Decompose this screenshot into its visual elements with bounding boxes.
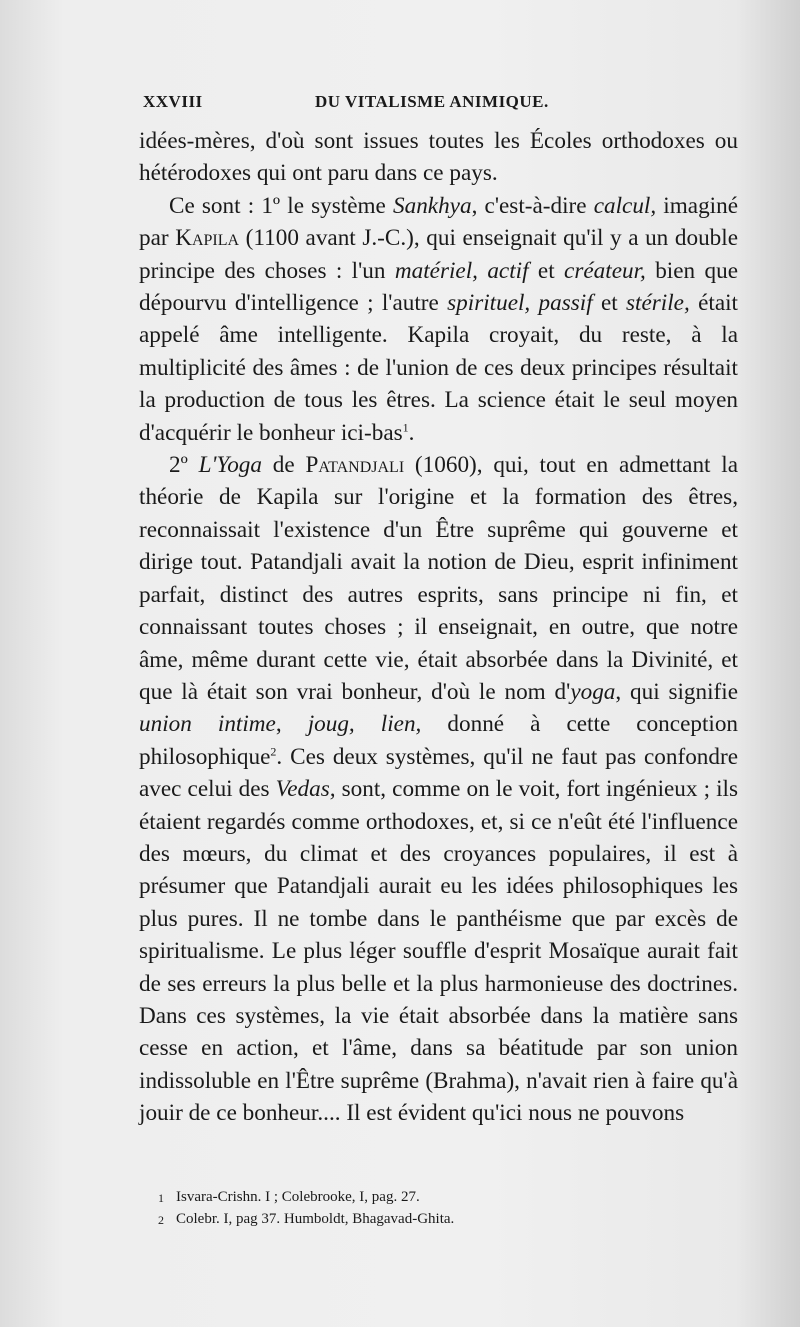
paragraph-2: Ce sont : 1º le système Sankhya, c'est-à-dire calcul, imaginé par Kapila (1100 avant J.-C.), qui enseignait qu'il y a un double principe des choses : l'un matériel, actif et créateur, bien que dépourvu d'intelligence ; l'autre spirituel, passif et stérile, était appelé âme intelligente. Kapila croyait, du reste, à la multiplicité des âmes : de l'union de ces deux principes résultait la production de tous les êtres. La science était le seul moyen d'acquérir le bonheur ici-bas$^1$. xyxy=(139,192,739,446)
page-number: XXVIII xyxy=(143,92,203,111)
name-patandjali: Patandjali xyxy=(305,452,405,479)
footnote-ref-2: 2 xyxy=(270,743,277,758)
term-lyoga: L'Yoga xyxy=(198,452,262,479)
running-title: DU VITALISME ANIMIQUE. xyxy=(315,92,549,111)
name-kapila: Kapila xyxy=(175,225,240,252)
term-sankhya: Sankhya xyxy=(393,192,472,219)
footnote-2: 2 Colebr. I, pag 37. Humboldt, Bhagavad-Ghita. xyxy=(158,1211,455,1227)
footnote-1: 1 Isvara-Crishn. I ; Colebrooke, I, pag. 27. xyxy=(158,1189,420,1205)
paragraph-3: 2º L'Yoga de Patandjali (1060), qui, tout en admettant la théorie de Kapila sur l'origine et la formation des êtres, reconnaissait l'existence d'un Être suprême qui gouverne et dirige tout. Patandjali avait la notion de Dieu, esprit infiniment parfait, distinct des autres esprits, sans principe ni fin, et connaissant toutes choses ; il enseignait, en outre, que notre âme, même durant cette vie, était absorbée dans la Divinité, et que là était son vrai bonheur, d'où le nom d'yoga, qui signifie union intime, joug, lien, donné à cette conception philosophique$^2$. Ces deux systèmes, qu'il ne faut pas confondre avec celui des Vedas, sont, comme on le voit, fort ingénieux ; ils étaient regardés comme orthodoxes, et, si ce n'eût été l'influence des mœurs, du climat et des croyances populaires, il est à présumer que Patandjali aurait eu les idées philosophiques les plus pures. Il ne tombe dans le panthéisme que par excès de spiritualisme. Le plus léger souffle d'esprit Mosaïque aurait fait de ses erreurs la plus belle et la plus harmonieuse des doctrines. Dans ces systèmes, la vie était absorbée dans la matière sans cesse en action, et l'âme, dans sa béatitude par son union indissoluble en l'Être suprême (Brahma), n'avait rien à faire qu'à jouir de ce bonheur.... Il est évident qu'ici nous ne pouvons xyxy=(139,452,739,1127)
main-text xyxy=(139,125,738,1130)
footnote-ref-1: 1 xyxy=(402,419,409,434)
term-calcul: calcul, xyxy=(593,192,657,219)
footnotes xyxy=(158,1186,738,1230)
paragraph-1: idées-mères, d'où sont issues toutes les Écoles orthodoxes ou hétérodoxes qui ont paru dans ce pays. xyxy=(139,128,738,187)
